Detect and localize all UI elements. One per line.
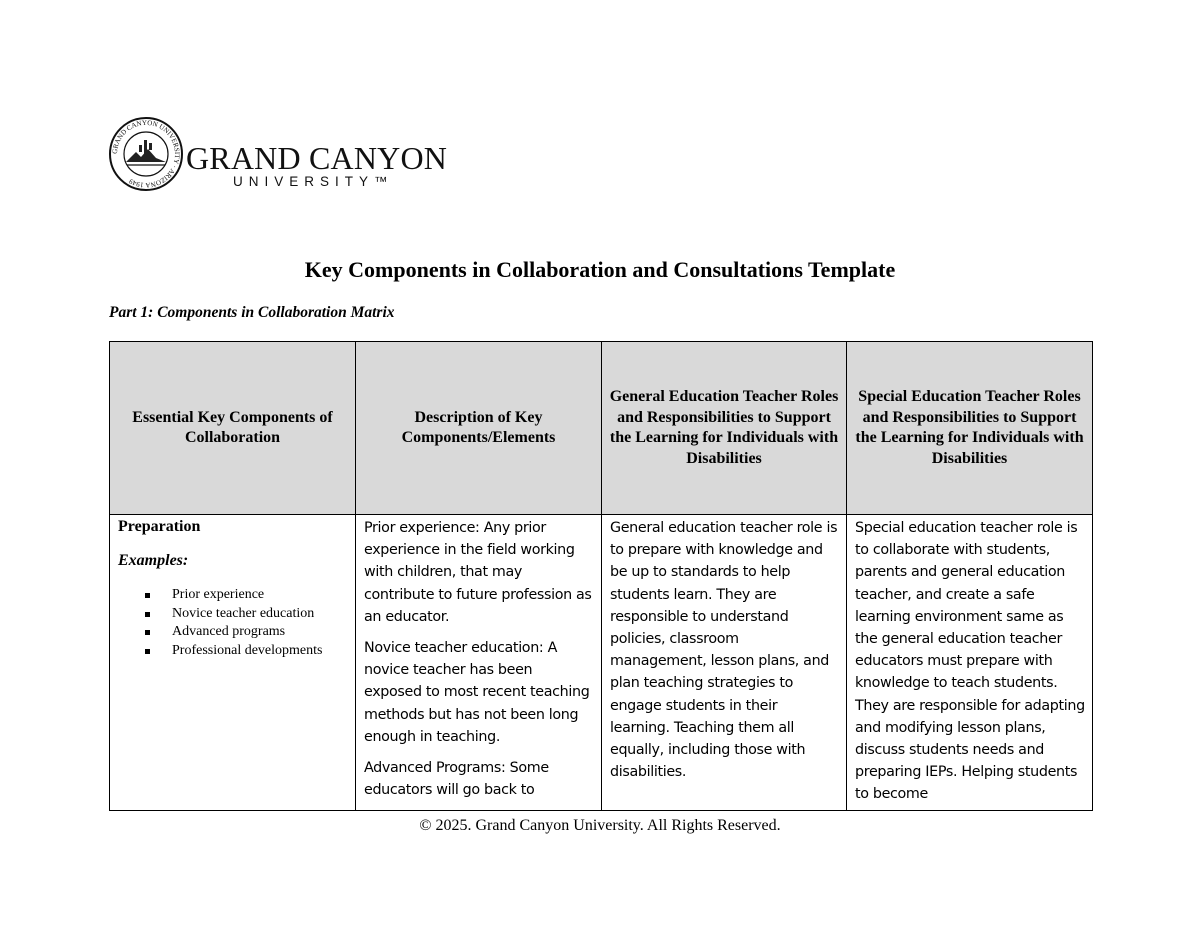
component-title: Preparation bbox=[118, 518, 201, 535]
collaboration-matrix bbox=[109, 341, 1093, 811]
list-item: Prior experience bbox=[142, 586, 348, 605]
examples-list bbox=[118, 586, 348, 661]
special-ed-text: Special education teacher role is to collaborate with students, parents and general education teacher, and create a safe learning environment same as the general education teacher educators must prepare with knowledge to teach students. They are responsible for adapting and modifying lesson plans, discuss students needs and preparing IEPs. Helping students to become bbox=[855, 520, 1085, 803]
gcu-logo bbox=[108, 116, 448, 196]
general-ed-text: General education teacher role is to prepare with knowledge and be up to standards to help students learn. They are responsible to understand policies, classroom management, lesson plans, and plan teaching strategies to engage students in their learning. Teaching them all equally, including those with disabilities. bbox=[610, 520, 838, 781]
header-description: Description of Key Components/Elements bbox=[356, 342, 602, 515]
logo-wordmark: GRAND CANYON bbox=[186, 140, 448, 176]
header-essential-components: Essential Key Components of Collaboration bbox=[110, 342, 356, 515]
general-ed-cell bbox=[602, 515, 847, 811]
header-special-ed-roles: Special Education Teacher Roles and Responsibilities to Support the Learning for Individuals with Disabilities bbox=[847, 342, 1093, 515]
list-item: Advanced programs bbox=[142, 623, 348, 642]
description-paragraph: Prior experience: Any prior experience in the field working with children, that may contribute to future profession as an educator. bbox=[364, 520, 592, 625]
copyright-footer: © 2025. Grand Canyon University. All Rights Reserved. bbox=[419, 817, 781, 834]
description-cell bbox=[356, 515, 602, 811]
logo-subtitle: UNIVERSITY™ bbox=[233, 174, 394, 189]
list-item: Novice teacher education bbox=[142, 605, 348, 624]
table-row bbox=[110, 515, 1093, 811]
list-item: Professional developments bbox=[142, 642, 348, 661]
document-title: Key Components in Collaboration and Consultations Template bbox=[304, 257, 896, 282]
university-seal-icon bbox=[108, 116, 184, 192]
table-header-row bbox=[110, 342, 1093, 515]
seal-text: GRAND CANYON UNIVERSITY · ARIZONA 1949 bbox=[110, 118, 182, 190]
examples-label: Examples: bbox=[118, 552, 189, 569]
component-cell bbox=[110, 515, 356, 811]
part-heading: Part 1: Components in Collaboration Matrix bbox=[109, 304, 395, 321]
special-ed-cell bbox=[847, 515, 1093, 811]
header-general-ed-roles: General Education Teacher Roles and Responsibilities to Support the Learning for Individuals with Disabilities bbox=[602, 342, 847, 515]
description-paragraph: Advanced Programs: Some educators will go back to bbox=[364, 760, 549, 799]
description-paragraph: Novice teacher education: A novice teacher has been exposed to most recent teaching methods but has not been long enough in teaching. bbox=[364, 640, 590, 745]
